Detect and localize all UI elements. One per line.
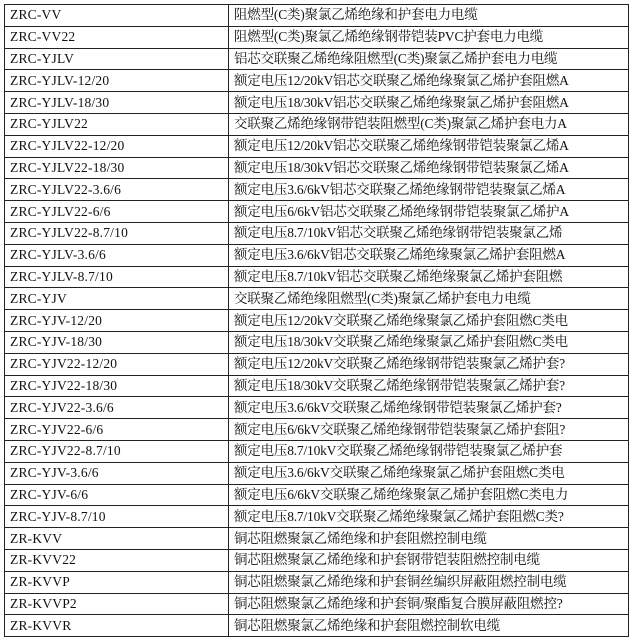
description-cell: 额定电压6/6kV交联聚乙烯绝缘钢带铠装聚氯乙烯护套阻? [229,419,629,441]
description-cell: 额定电压8.7/10kV铝芯交联聚乙烯绝缘聚氯乙烯护套阻燃 [229,266,629,288]
table-row [5,288,629,310]
model-cell: ZRC-YJLV-18/30 [5,92,229,114]
model-cell: ZRC-YJLV22-8.7/10 [5,222,229,244]
model-cell: ZRC-YJV22-18/30 [5,375,229,397]
model-cell: ZR-KVVP [5,571,229,593]
model-cell: ZRC-YJLV22-18/30 [5,157,229,179]
description-cell: 额定电压6/6kV交联聚乙烯绝缘聚氯乙烯护套阻燃C类电力 [229,484,629,506]
model-cell: ZR-KVV [5,528,229,550]
model-cell: ZRC-YJV-8.7/10 [5,506,229,528]
model-cell: ZRC-YJV [5,288,229,310]
table-row [5,244,629,266]
description-cell: 阻燃型(C类)聚氯乙烯绝缘和护套电力电缆 [229,5,629,27]
description-cell: 额定电压18/30kV交联聚乙烯绝缘聚氯乙烯护套阻燃C类电 [229,331,629,353]
model-cell: ZRC-VV [5,5,229,27]
description-cell: 额定电压3.6/6kV交联聚乙烯绝缘聚氯乙烯护套阻燃C类电 [229,462,629,484]
model-cell: ZRC-YJV22-6/6 [5,419,229,441]
model-cell: ZRC-YJLV22-3.6/6 [5,179,229,201]
description-cell: 额定电压8.7/10kV铝芯交联聚乙烯绝缘钢带铠装聚氯乙烯 [229,222,629,244]
model-cell: ZRC-YJV-12/20 [5,310,229,332]
table-row [5,26,629,48]
model-cell: ZRC-YJLV-3.6/6 [5,244,229,266]
table-row [5,5,629,27]
table-row [5,593,629,615]
description-cell: 额定电压18/30kV交联聚乙烯绝缘钢带铠装聚氯乙烯护套? [229,375,629,397]
model-cell: ZR-KVV22 [5,549,229,571]
table-body [5,5,629,637]
model-cell: ZRC-YJLV-12/20 [5,70,229,92]
description-cell: 额定电压12/20kV交联聚乙烯绝缘钢带铠装聚氯乙烯护套? [229,353,629,375]
description-cell: 额定电压3.6/6kV交联聚乙烯绝缘钢带铠装聚氯乙烯护套? [229,397,629,419]
table-row [5,397,629,419]
description-cell: 铜芯阻燃聚氯乙烯绝缘和护套铜/聚酯复合膜屏蔽阻燃控? [229,593,629,615]
model-cell: ZR-KVVP2 [5,593,229,615]
table-row [5,266,629,288]
model-cell: ZRC-YJLV [5,48,229,70]
model-cell: ZRC-YJV22-3.6/6 [5,397,229,419]
description-cell: 铜芯阻燃聚氯乙烯绝缘和护套钢带铠装阻燃控制电缆 [229,549,629,571]
table-row [5,135,629,157]
model-cell: ZRC-VV22 [5,26,229,48]
model-cell: ZRC-YJV-6/6 [5,484,229,506]
model-cell: ZRC-YJV22-12/20 [5,353,229,375]
table-row [5,157,629,179]
table-row [5,179,629,201]
table-row [5,353,629,375]
model-cell: ZR-KVVR [5,615,229,637]
description-cell: 铜芯阻燃聚氯乙烯绝缘和护套铜丝编织屏蔽阻燃控制电缆 [229,571,629,593]
model-cell: ZRC-YJV22-8.7/10 [5,440,229,462]
description-cell: 铝芯交联聚乙烯绝缘阻燃型(C类)聚氯乙烯护套电力电缆 [229,48,629,70]
table-row [5,506,629,528]
description-cell: 额定电压12/20kV交联聚乙烯绝缘聚氯乙烯护套阻燃C类电 [229,310,629,332]
table-row [5,528,629,550]
table-row [5,70,629,92]
description-cell: 额定电压3.6/6kV铝芯交联聚乙烯绝缘钢带铠装聚氯乙烯A [229,179,629,201]
model-cell: ZRC-YJV-3.6/6 [5,462,229,484]
table-row [5,440,629,462]
description-cell: 额定电压12/20kV铝芯交联聚乙烯绝缘聚氯乙烯护套阻燃A [229,70,629,92]
table-row [5,113,629,135]
model-cell: ZRC-YJLV22 [5,113,229,135]
description-cell: 铜芯阻燃聚氯乙烯绝缘和护套阻燃控制电缆 [229,528,629,550]
description-cell: 额定电压8.7/10kV交联聚乙烯绝缘钢带铠装聚氯乙烯护套 [229,440,629,462]
table-row [5,484,629,506]
description-cell: 交联聚乙烯绝缘钢带铠装阻燃型(C类)聚氯乙烯护套电力A [229,113,629,135]
description-cell: 额定电压12/20kV铝芯交联聚乙烯绝缘钢带铠装聚氯乙烯A [229,135,629,157]
description-cell: 额定电压18/30kV铝芯交联聚乙烯绝缘钢带铠装聚氯乙烯A [229,157,629,179]
description-cell: 额定电压6/6kV铝芯交联聚乙烯绝缘钢带铠装聚氯乙烯护A [229,201,629,223]
model-cell: ZRC-YJV-18/30 [5,331,229,353]
table-row [5,419,629,441]
model-cell: ZRC-YJLV22-6/6 [5,201,229,223]
table-row [5,615,629,637]
table-row [5,375,629,397]
cable-model-table [4,4,629,637]
table-row [5,549,629,571]
table-row [5,331,629,353]
description-cell: 交联聚乙烯绝缘阻燃型(C类)聚氯乙烯护套电力电缆 [229,288,629,310]
table-row [5,571,629,593]
model-cell: ZRC-YJLV22-12/20 [5,135,229,157]
table-row [5,222,629,244]
description-cell: 铜芯阻燃聚氯乙烯绝缘和护套阻燃控制软电缆 [229,615,629,637]
description-cell: 阻燃型(C类)聚氯乙烯绝缘钢带铠装PVC护套电力电缆 [229,26,629,48]
table-row [5,462,629,484]
table-row [5,310,629,332]
description-cell: 额定电压8.7/10kV交联聚乙烯绝缘聚氯乙烯护套阻燃C类? [229,506,629,528]
model-cell: ZRC-YJLV-8.7/10 [5,266,229,288]
table-row [5,48,629,70]
description-cell: 额定电压18/30kV铝芯交联聚乙烯绝缘聚氯乙烯护套阻燃A [229,92,629,114]
table-row [5,92,629,114]
description-cell: 额定电压3.6/6kV铝芯交联聚乙烯绝缘聚氯乙烯护套阻燃A [229,244,629,266]
table-row [5,201,629,223]
